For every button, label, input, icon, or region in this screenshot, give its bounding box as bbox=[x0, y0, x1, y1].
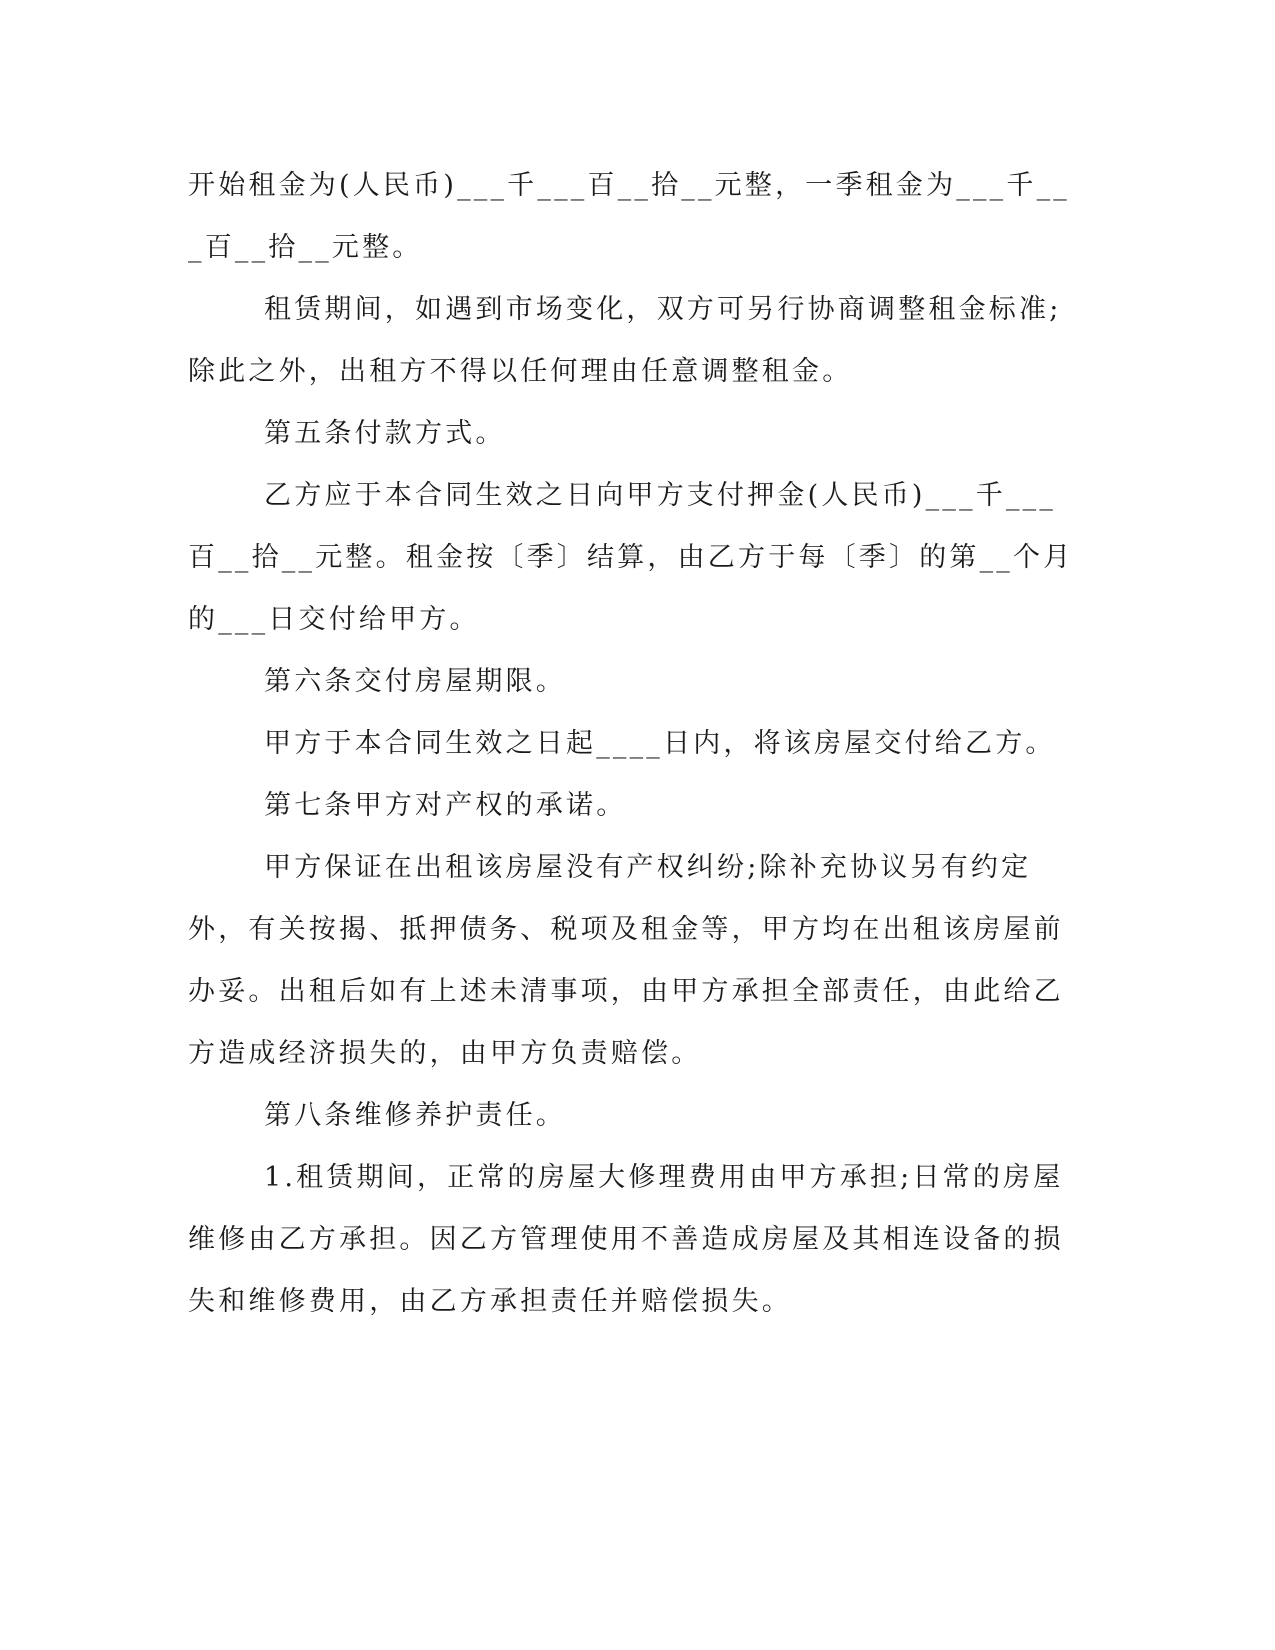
paragraph-maintenance-costs: 1.租赁期间，正常的房屋大修理费用由甲方承担;日常的房屋维修由乙方承担。因乙方管理使用不善造成房屋及其相连设备的损失和维修费用，由乙方承担责任并赔偿损失。 bbox=[188, 1162, 1064, 1317]
document-body bbox=[188, 155, 1078, 1333]
paragraph-rent-adjustment: 租赁期间，如遇到市场变化，双方可另行协商调整租金标准;除此之外，出租方不得以任何理由任意调整租金。 bbox=[188, 294, 1062, 387]
paragraph-deposit-payment: 乙方应于本合同生效之日向甲方支付押金(人民币)___千___百__拾__元整。租金按〔季〕结算，由乙方于每〔季〕的第__个月的___日交付给甲方。 bbox=[188, 480, 1074, 635]
paragraph-delivery-deadline: 甲方于本合同生效之日起____日内，将该房屋交付给乙方。 bbox=[264, 728, 1056, 759]
heading-article-8-maintenance: 第八条维修养护责任。 bbox=[264, 1100, 566, 1131]
heading-article-7-title-promise: 第七条甲方对产权的承诺。 bbox=[264, 790, 627, 821]
paragraph-title-guarantee: 甲方保证在出租该房屋没有产权纠纷;除补充协议另有约定外，有关按揭、抵押债务、税项及租金等，甲方均在出租该房屋前办妥。出租后如有上述未清事项，由甲方承担全部责任，由此给乙方造成经济损失的，由甲方负责赔偿。 bbox=[188, 852, 1064, 1069]
heading-article-5-payment: 第五条付款方式。 bbox=[264, 418, 506, 449]
paragraph-rent-amount: 开始租金为(人民币)___千___百__拾__元整，一季租金为___千___百__拾__元整。 bbox=[188, 170, 1070, 263]
heading-article-6-delivery: 第六条交付房屋期限。 bbox=[264, 666, 566, 697]
